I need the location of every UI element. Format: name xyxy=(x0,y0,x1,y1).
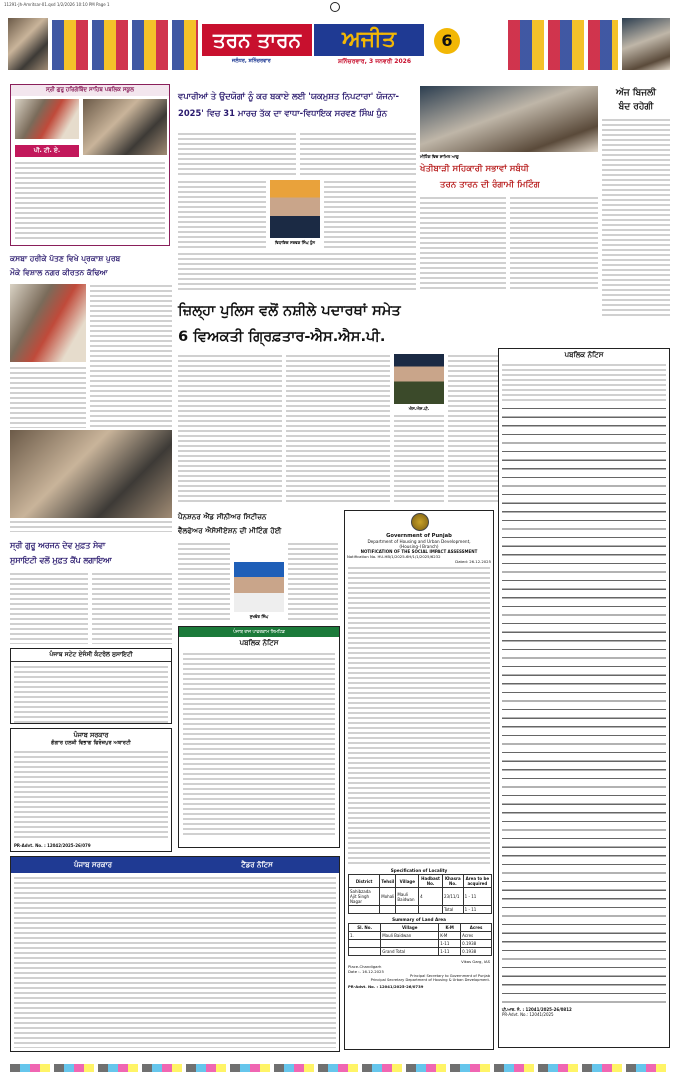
langar-headline xyxy=(10,538,174,568)
bijli-text xyxy=(602,118,670,316)
pta-badge: ਪੀ. ਟੀ. ਏ. xyxy=(15,145,79,157)
tender-ad xyxy=(10,856,340,1052)
langar-headline-line1: ਸ੍ਰੀ ਗੁਰੂ ਅਰਜਨ ਦੇਵ ਮੁਫ਼ਤ ਸੇਵਾ xyxy=(10,541,106,550)
langar-text-col2 xyxy=(92,572,172,644)
punjab-sarkar-title: ਪੰਜਾਬ ਸਰਕਾਰ xyxy=(73,731,109,739)
table-cell: 1 - 11 xyxy=(463,888,491,906)
table-cell: Sl. No. xyxy=(349,924,381,932)
table-cell: 1-11 xyxy=(439,948,461,956)
right-notice-list-table xyxy=(502,405,666,1005)
table-cell xyxy=(349,948,381,956)
govt-summary-title: Summary of Land Area xyxy=(392,917,446,922)
bijli-headline-line1: ਅੱਜ ਬਿਜਲੀ xyxy=(616,88,656,98)
ssp-photo-caption: ਐਸ.ਐਸ.ਪੀ. xyxy=(408,406,430,411)
kisan-text-col2 xyxy=(510,196,598,292)
pensioners-text-col1 xyxy=(178,542,230,622)
govt-body-text xyxy=(348,566,490,866)
color-bar xyxy=(10,1064,666,1072)
lead-text-col2a xyxy=(300,132,416,176)
police-text-col1 xyxy=(178,354,282,504)
masthead-photo-right xyxy=(622,18,670,70)
mla-photo-caption: ਵਿਧਾਇਕ ਸਰਵਣ ਸਿੰਘ ਧੁੰਨ xyxy=(274,240,316,245)
pensioners-headline xyxy=(178,510,338,538)
table-cell: 1 - 11 xyxy=(463,906,491,914)
table-cell: Hadbast No. xyxy=(419,875,443,888)
govt-spec-title: Specification of Locality xyxy=(390,868,448,873)
summary-table xyxy=(348,923,492,956)
govt-notice xyxy=(344,510,494,1050)
govt-sign-title2: Principal Secretary Department of Housing & Urban Development. xyxy=(370,978,490,982)
police-headline-line2: 6 ਵਿਅਕਤੀ ਗ੍ਰਿਫ਼ਤਾਰ-ਐਸ.ਐਸ.ਪੀ. xyxy=(178,328,386,345)
bijli-headline-line2: ਬੰਦ ਰਹੇਗੀ xyxy=(618,102,654,112)
lead-text-bottom xyxy=(178,252,416,292)
police-headline-line1: ਜ਼ਿਲ੍ਹਾ ਪੁਲਿਸ ਵਲੋਂ ਨਸ਼ੀਲੇ ਪਦਾਰਥਾਂ ਸਮੇਤ xyxy=(178,302,401,319)
table-cell: Acres xyxy=(461,932,492,940)
table-cell: Khasra No. xyxy=(442,875,463,888)
right-notice-title: ਪਬਲਿਕ ਨੋਟਿਸ xyxy=(564,351,604,359)
masthead-sub-left: ਜਲੰਧਰ, ਸ਼ਨਿੱਚਰਵਾਰ xyxy=(232,58,271,64)
police-text-col4 xyxy=(448,354,498,504)
public-notice-left-text xyxy=(183,652,335,838)
langar-text-col1 xyxy=(10,572,88,644)
nagar-kirtan-headline-line1: ਕਸਬਾ ਹਰੀਕੇ ਪੱਤਣ ਵਿਖੇ ਪ੍ਰਕਾਸ਼ ਪੁਰਬ xyxy=(10,254,121,263)
table-cell: Mohali xyxy=(380,888,396,906)
ssp-photo xyxy=(394,354,444,404)
kisan-headline-2: ਤਰਨ ਤਾਰਨ ਦੀ ਰੰਗਾਮੀ ਮਿਟਿੰਗ xyxy=(440,180,540,190)
table-row xyxy=(349,932,492,940)
table-cell xyxy=(349,940,381,948)
bijli-headline xyxy=(602,86,670,114)
group-photo-caption xyxy=(10,520,172,532)
table-cell: Mauli Baidwan xyxy=(381,932,439,940)
punjab-sarkar-subtitle: ਗੰਗਾਰ ਹਲਕੀ ਵਿਭਾਗ ਫਿਰੋਜ਼ਪੁਰ ਅਥਾਰਟੀ xyxy=(51,740,131,746)
table-cell: K-M xyxy=(439,924,461,932)
masthead-pattern-left xyxy=(52,20,198,70)
table-cell xyxy=(396,906,419,914)
police-headline xyxy=(178,298,596,350)
golden-temple-image xyxy=(8,18,48,70)
table-cell: Area to be acquired xyxy=(463,875,491,888)
public-notice-left xyxy=(178,626,340,848)
school-ad xyxy=(10,84,170,246)
kisan-photo-caption: ਮੀਟਿੰਗ ਵਿਚ ਸ਼ਾਮਿਲ ਆਗੂ xyxy=(420,154,459,159)
school-photo-1 xyxy=(15,99,79,139)
table-cell: 23/11/1 xyxy=(442,888,463,906)
right-public-notice xyxy=(498,348,670,1048)
masthead xyxy=(8,14,670,76)
kisan-meeting-photo xyxy=(420,86,598,152)
pensioners-headline-line2: ਵੈੱਲਫੇਅਰ ਐਸੋਸੀਏਸ਼ਨ ਦੀ ਮੀਟਿੰਗ ਹੋਈ xyxy=(178,526,282,535)
table-cell: Mauli Baidwan xyxy=(396,888,419,906)
table-cell: Village xyxy=(396,875,419,888)
langar-headline-line2: ਸੁਸਾਇਟੀ ਵਲੋਂ ਮੁਫ਼ਤ ਕੈਂਪ ਲਗਾਇਆ xyxy=(10,556,112,565)
masthead-date: ਸ਼ਨਿੱਚਰਵਾਰ, 3 ਜਨਵਰੀ 2026 xyxy=(338,58,412,65)
table-cell: 1. xyxy=(349,932,381,940)
kisan-headline: ਖੇਤੀਬਾੜੀ ਸਹਿਕਾਰੀ ਸਭਾਵਾਂ ਸਬੰਧੀ xyxy=(420,164,529,174)
govt-sign-name: Vikas Garg, IAS xyxy=(461,959,490,964)
table-cell xyxy=(419,906,443,914)
tender-ad-text xyxy=(14,876,336,1048)
table-cell: District xyxy=(349,875,380,888)
table-cell: Total xyxy=(442,906,463,914)
school-ad-title: ਸ੍ਰੀ ਗੁਰੂ ਹਰਿਗੋਬਿੰਦ ਸਾਹਿਬ ਪਬਲਿਕ ਸਕੂਲ xyxy=(11,85,169,96)
right-notice-intro xyxy=(502,363,666,403)
govt-date: Date :- 16.12.2025 xyxy=(348,969,384,974)
govt-dated: Dated: 26.12.2025 xyxy=(455,559,491,564)
punjab-sarkar-text xyxy=(14,750,168,840)
kisan-text-col1 xyxy=(420,196,506,292)
lead-text-col1b xyxy=(178,180,266,250)
table-cell: Village xyxy=(381,924,439,932)
tender-ad-left: ਪੰਜਾਬ ਸਰਕਾਰ xyxy=(73,861,112,869)
state-board-title: ਪੰਜਾਬ ਸਟੇਟ ਏਜੰਸੀ ਕੰਟਰੋਲ ਸੁਸਾਇਟੀ xyxy=(11,649,171,662)
masthead-pattern-right xyxy=(508,20,618,70)
school-ad-text xyxy=(15,161,165,239)
govt-subject: NOTIFICATION OF THE SOCIAL IMPACT ASSESSMENT xyxy=(360,549,478,554)
police-text-col2 xyxy=(286,354,390,504)
nagar-kirtan-headline xyxy=(10,252,174,280)
table-cell: Tehsil xyxy=(380,875,396,888)
govt-branch: (Housing-I Branch) xyxy=(399,544,439,549)
lead-text-col2b xyxy=(324,180,416,250)
right-notice-footer: PR-Advt. No.: 12041/2025 xyxy=(502,1012,554,1017)
school-photo-2 xyxy=(83,99,167,155)
state-board-notice xyxy=(10,648,172,724)
page-number: 6 xyxy=(434,28,460,54)
punjab-sarkar-pr: PR-Advt. No. : 12042/2025-26/079 xyxy=(14,843,91,848)
pensioners-headline-line1: ਪੈਨਸ਼ਨਰ ਐਂਡ ਸੀਨੀਅਰ ਸਿਟੀਜ਼ਨ xyxy=(178,512,267,521)
table-cell: 4 xyxy=(419,888,443,906)
table-cell: Acres xyxy=(461,924,492,932)
table-cell xyxy=(349,906,380,914)
nagar-kirtan-photo xyxy=(10,284,86,362)
govt-pr-adv: PR-Advt. No. : 12041/2025-26/0739 xyxy=(348,984,424,989)
table-cell: Grand Total xyxy=(381,948,439,956)
govt-emblem-icon xyxy=(411,513,429,531)
table-cell: K-M xyxy=(439,932,461,940)
table-cell xyxy=(380,906,396,914)
mla-photo xyxy=(270,180,320,238)
govt-place: Place-Chandigarh xyxy=(348,964,382,969)
lead-headline-line2: 2025' ਵਿਚ 31 ਮਾਰਚ ਤੱਕ ਦਾ ਵਾਧਾ-ਵਿਧਾਇਕ ਸਰਵਣ ਸਿੰਘ ਧੁੰਨ xyxy=(178,108,387,118)
govt-title: Government of Punjab xyxy=(386,533,452,539)
table-row xyxy=(349,940,492,948)
lead-text-col1a xyxy=(178,132,296,176)
tender-ad-right: ਟੈਂਡਰ ਨੋਟਿਸ xyxy=(241,861,273,869)
police-text-col3 xyxy=(394,414,444,504)
lead-headline xyxy=(178,88,414,128)
pensioner-photo xyxy=(234,562,284,612)
table-row xyxy=(349,948,492,956)
group-photo xyxy=(10,430,172,518)
public-notice-left-title: ਪਬਲਿਕ ਨੋਟਿਸ xyxy=(239,639,279,647)
table-cell: 0.1938 xyxy=(461,948,492,956)
nagar-kirtan-text-left xyxy=(10,366,86,428)
pensioners-text-col2 xyxy=(288,542,338,622)
govt-sign-title1: Principal Secretary to Government of Punjab xyxy=(410,974,490,978)
masthead-title-left: ਤਰਨ ਤਾਰਨ xyxy=(202,24,312,56)
govt-notif-no: Notification No. HU-HB/1/2025-6H/1/1/2025/6232 xyxy=(347,554,441,559)
spec-table xyxy=(348,874,492,914)
nagar-kirtan-text-right xyxy=(90,284,172,428)
masthead-title-right: ਅਜੀਤ xyxy=(314,24,424,56)
registration-mark xyxy=(330,2,340,12)
pensioner-photo-caption: ਸੁਖਵੰਤ ਸਿੰਘ xyxy=(249,614,269,619)
tender-ad-header xyxy=(11,857,339,873)
public-notice-left-header: ਪੰਜਾਬ ਰਾਜ ਪਾਵਰਕਾਮ ਲਿਮਟਿਡ xyxy=(179,627,339,637)
nagar-kirtan-headline-line2: ਮੌਕੇ ਵਿਸ਼ਾਲ ਨਗਰ ਕੀਰਤਨ ਕੱਢਿਆ xyxy=(10,268,108,277)
govt-dept: Department of Housing and Urban Development, xyxy=(367,539,471,544)
print-slug: 11291-Jh-Amritsar-01.qxd 1/2/2026 10:10 PM Page 1 xyxy=(4,2,110,7)
table-cell: 1-11 xyxy=(439,940,461,948)
table-cell xyxy=(381,940,439,948)
table-cell: 0.1938 xyxy=(461,940,492,948)
table-cell: Sahibzada Ajit Singh Nagar xyxy=(349,888,380,906)
right-notice-sign: ਪੀ.ਆਰ. ਨੰ. : 12041/2025-26/0812 xyxy=(502,1007,572,1012)
punjab-sarkar-notice xyxy=(10,728,172,852)
lead-headline-line1: ਵਪਾਰੀਆਂ ਤੇ ਉਦਯੋਗਾਂ ਨੂੰ ਕਰ ਬਕਾਏ ਲਈ 'ਯਕਮੁਸ਼ਤ ਨਿਪਟਾਰਾ' ਯੋਜਨਾ- xyxy=(178,91,399,101)
state-board-text xyxy=(14,665,168,723)
